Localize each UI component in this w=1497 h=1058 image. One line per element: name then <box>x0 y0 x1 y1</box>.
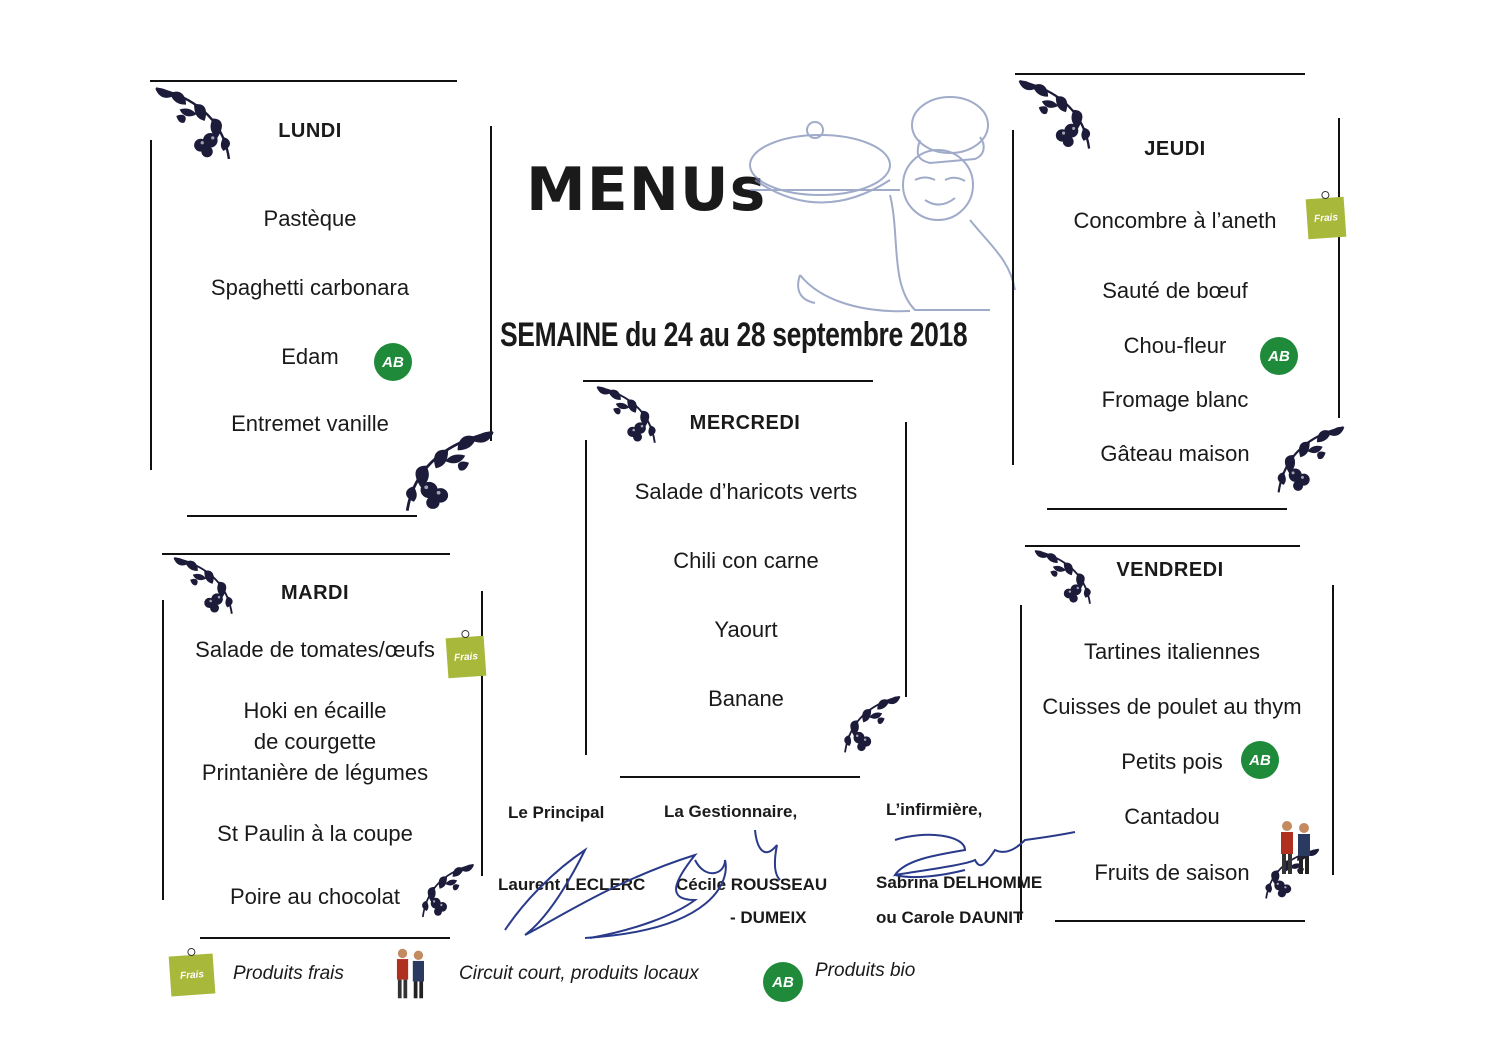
infirmiere-name: Sabrina DELHOMME <box>876 873 1043 892</box>
dish-item: Spaghetti carbonara <box>210 275 410 300</box>
day-title-mercredi: MERCREDI <box>689 412 801 434</box>
dish-item: Fromage blanc <box>1101 387 1249 412</box>
day-title-lundi: LUNDI <box>278 120 342 142</box>
dish-item: Tartines italiennes <box>1083 639 1261 664</box>
chef-illustration-icon <box>740 85 1030 320</box>
principal-title: Le Principal <box>508 803 605 822</box>
frais-label-icon: Frais <box>446 636 487 679</box>
frais-label-icon: Frais <box>169 954 216 997</box>
dish-item: Hoki en écaille <box>243 698 387 723</box>
berry-branch-icon <box>143 82 233 172</box>
infirmiere-title: L’infirmière, <box>886 800 983 819</box>
day-title-vendredi: VENDREDI <box>1116 559 1224 581</box>
berry-branch-icon <box>1015 546 1093 624</box>
frais-label-icon: Frais <box>1306 197 1347 240</box>
dish-item: Poire au chocolat <box>230 884 400 909</box>
dish-item: Cantadou <box>1124 804 1220 829</box>
bio-label-icon: AB <box>374 343 412 381</box>
legend-local: Circuit court, produits locaux <box>459 963 699 984</box>
farmers-icon <box>1275 818 1315 878</box>
principal-name: Laurent LECLERC <box>498 875 646 894</box>
handwritten-signature <box>495 820 1095 950</box>
berry-branch-icon <box>1005 75 1093 163</box>
dish-item: Petits pois <box>1121 749 1223 774</box>
dish-item: Chou-fleur <box>1123 333 1227 358</box>
berry-branch-icon <box>155 553 235 633</box>
bio-label-icon: AB <box>763 962 803 1002</box>
dish-item: Gâteau maison <box>1100 441 1250 466</box>
dish-item: St Paulin à la coupe <box>217 821 413 846</box>
gestionnaire-name: Cécile ROUSSEAU <box>676 875 828 894</box>
gestionnaire-name-2: - DUMEIX <box>730 908 807 927</box>
dish-item: Sauté de bœuf <box>1102 278 1248 303</box>
gestionnaire-title: La Gestionnaire, <box>664 802 798 821</box>
dish-item: Cuisses de poulet au thym <box>1042 694 1302 719</box>
farmers-icon <box>388 946 432 1002</box>
dish-item: Salade d’haricots verts <box>634 479 858 504</box>
page-title: MENUs <box>526 155 767 225</box>
berry-branch-icon <box>400 425 500 520</box>
dish-item: de courgette <box>253 729 377 754</box>
dish-item: Banane <box>708 686 784 711</box>
dish-item: Salade de tomates/œufs <box>195 637 435 662</box>
bio-label-icon: AB <box>1241 741 1279 779</box>
dish-item: Fruits de saison <box>1094 860 1250 885</box>
berry-branch-icon <box>578 382 658 462</box>
bio-label-icon: AB <box>1260 337 1298 375</box>
infirmiere-name-2: ou Carole DAUNIT <box>876 908 1024 927</box>
legend-frais: Produits frais <box>233 963 344 984</box>
week-title: SEMAINE du 24 au 28 septembre 2018 <box>500 316 968 354</box>
dish-item: Concombre à l’aneth <box>1073 208 1277 233</box>
dish-item: Yaourt <box>714 617 778 642</box>
day-title-mardi: MARDI <box>280 582 350 604</box>
dish-item: Chili con carne <box>673 548 819 573</box>
legend-bio: Produits bio <box>815 960 916 981</box>
dish-item: Entremet vanille <box>231 411 389 436</box>
dish-item: Pastèque <box>263 206 357 231</box>
day-title-jeudi: JEUDI <box>1144 138 1206 160</box>
dish-item: Edam <box>281 344 339 369</box>
dish-item: Printanière de légumes <box>201 760 429 785</box>
